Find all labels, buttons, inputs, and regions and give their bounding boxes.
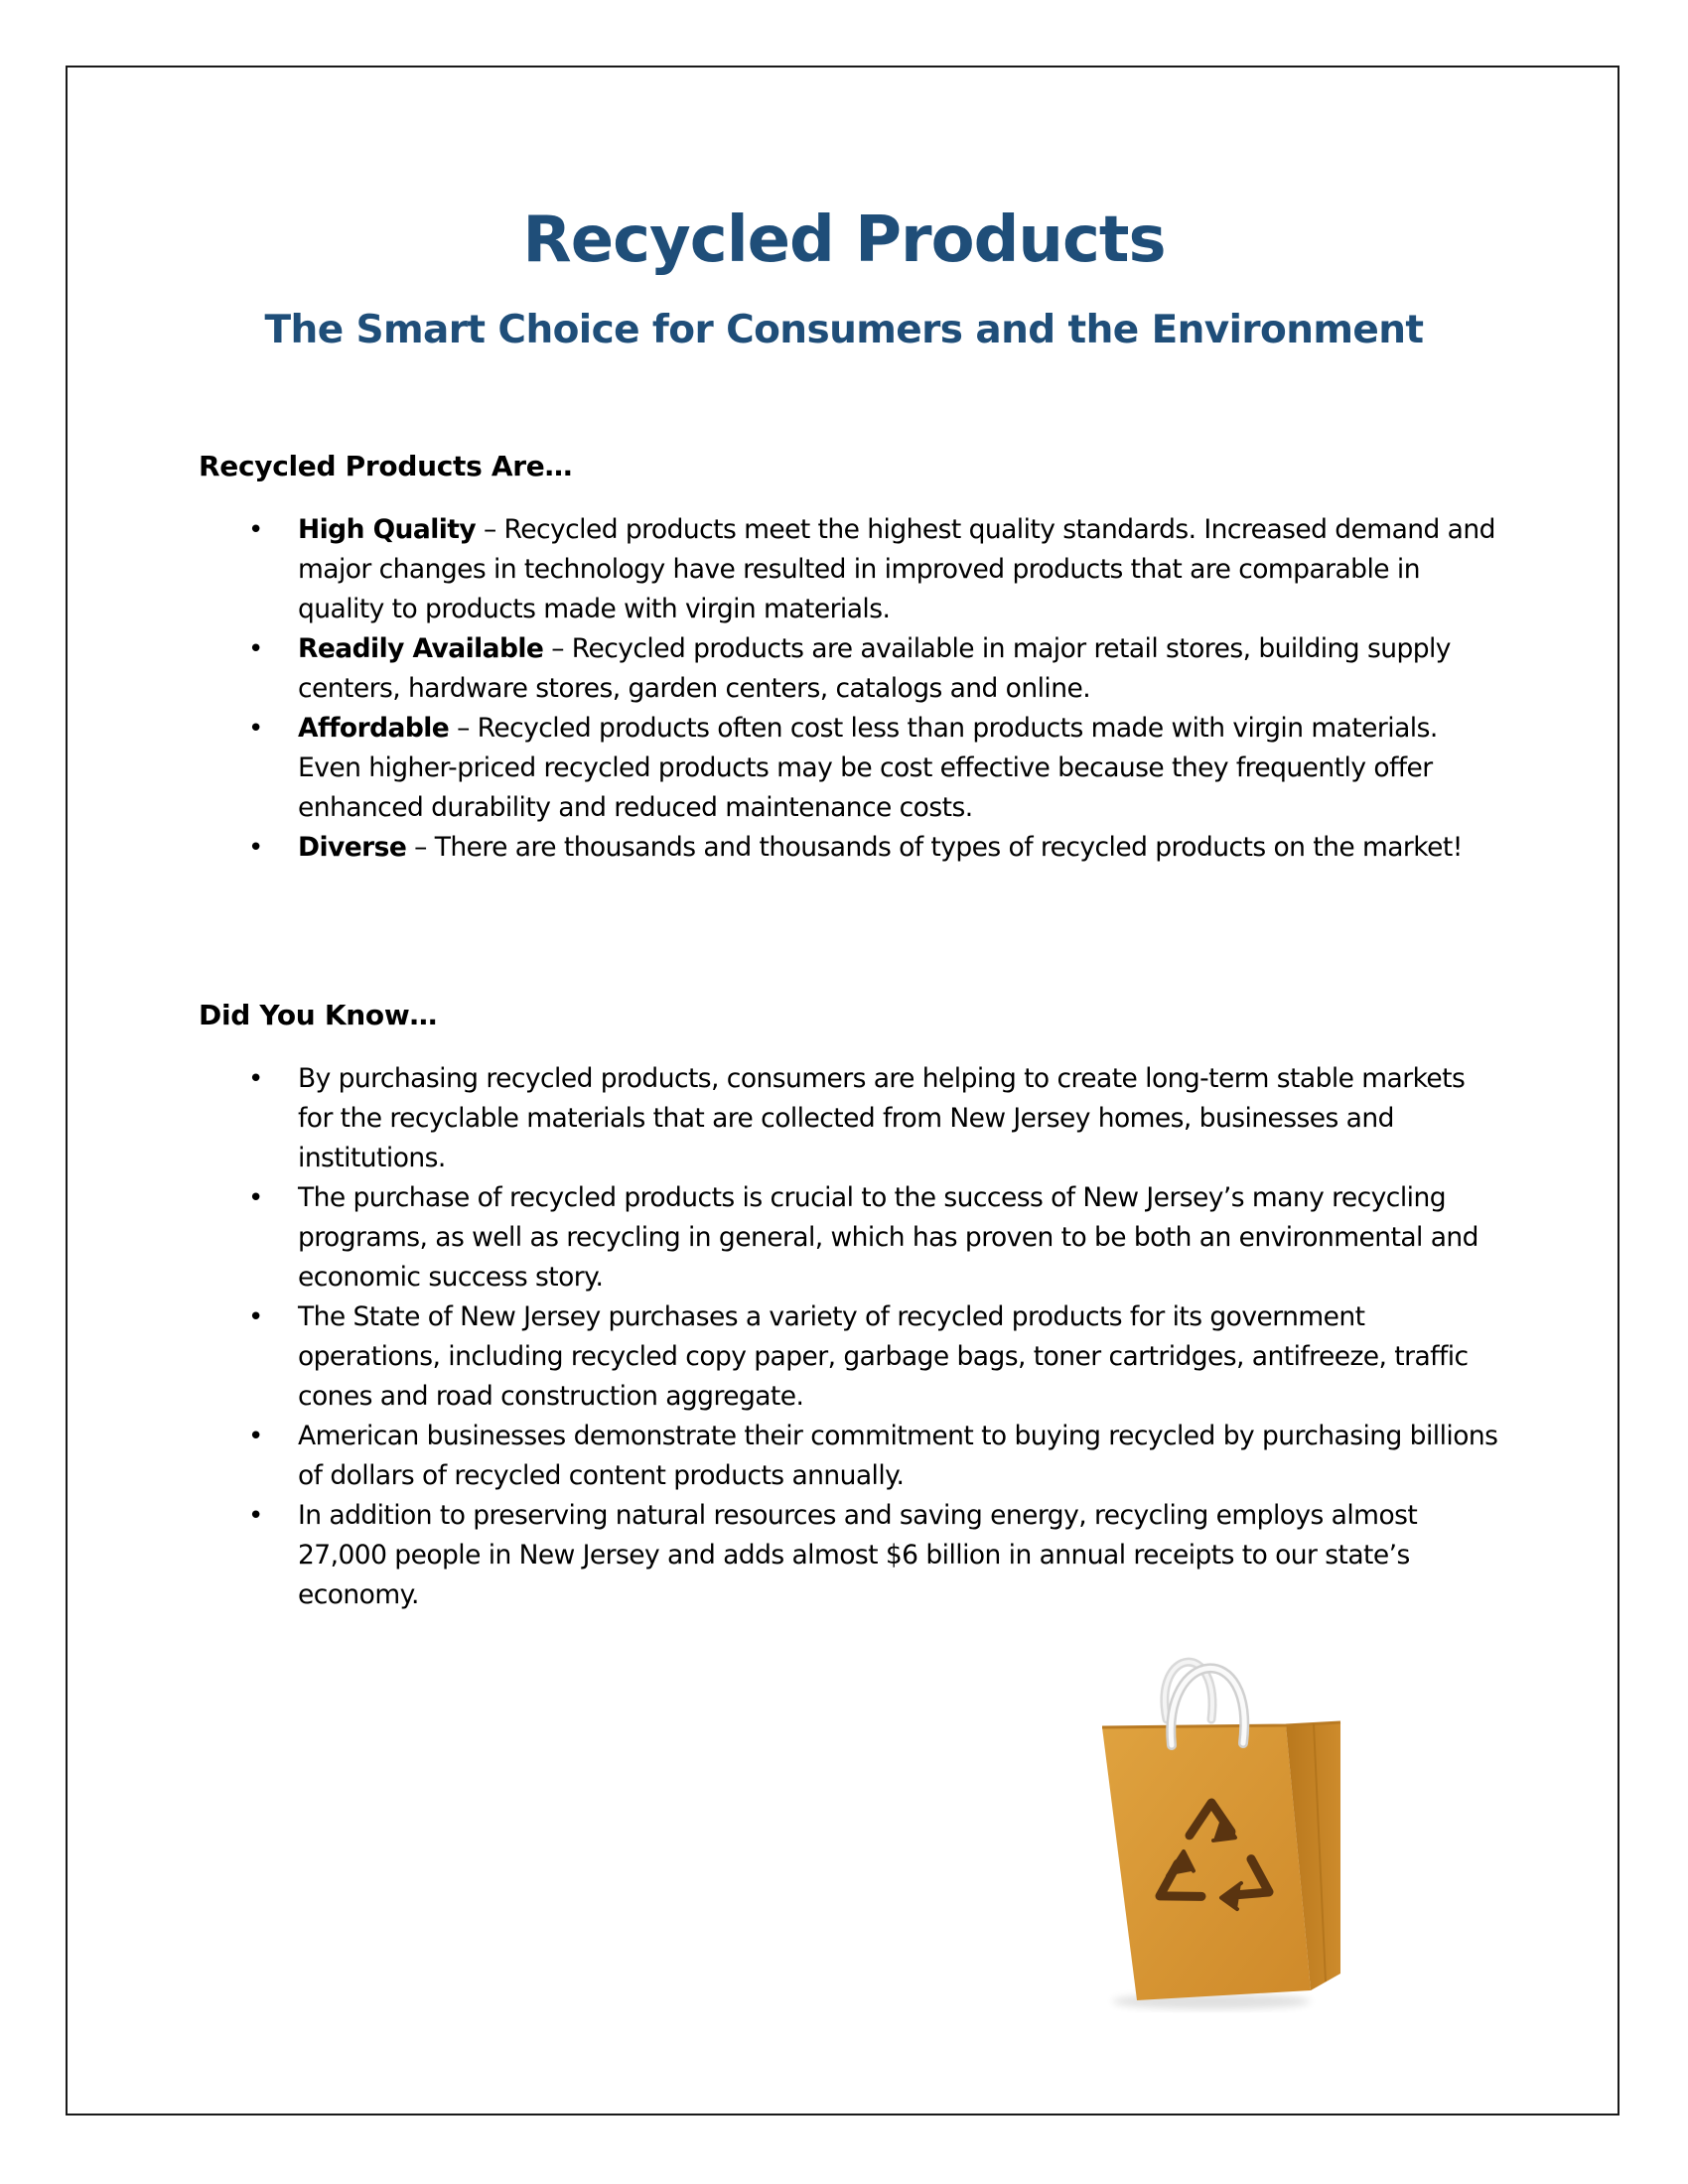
bullet-text: American businesses demonstrate their commitment to buying recycled by purchasing billions of dollars of recycled content products annually. bbox=[298, 1421, 1498, 1491]
bullet-term: Diverse bbox=[298, 832, 407, 863]
bullet-term: High Quality bbox=[298, 514, 477, 545]
did-you-know-list bbox=[248, 1059, 1504, 1615]
bullet-icon: • bbox=[248, 714, 263, 744]
bullet-term: Readily Available bbox=[298, 633, 544, 664]
bullet-icon: • bbox=[248, 833, 263, 863]
bullet-text: In addition to preserving natural resources and saving energy, recycling employs almost 27,000 people in New Jersey and adds almost $6 billion in annual receipts to our state’s economy. bbox=[298, 1500, 1418, 1610]
section-heading-did-you-know: Did You Know… bbox=[199, 999, 438, 1031]
bullet-text: – Recycled products are available in major retail stores, building supply centers, hardware stores, garden centers, catalogs and online. bbox=[298, 633, 1451, 704]
bullet-text: – Recycled products often cost less than products made with virgin materials. Even higher-priced recycled products may be cost effective because they frequently offer enhanced durability and reduced maintenance costs. bbox=[298, 713, 1438, 823]
list-item bbox=[248, 1417, 1504, 1496]
bullet-icon: • bbox=[248, 1501, 263, 1531]
bullet-text: – Recycled products meet the highest quality standards. Increased demand and major changes in technology have resulted in improved products that are comparable in quality to products made with virgin materials. bbox=[298, 514, 1495, 624]
list-item bbox=[248, 1059, 1504, 1178]
bullet-term: Affordable bbox=[298, 713, 450, 744]
page-subtitle: The Smart Choice for Consumers and the Environment bbox=[264, 308, 1424, 352]
recycle-bag-svg bbox=[1072, 1628, 1370, 2025]
bullet-icon: • bbox=[248, 1064, 263, 1094]
bag-front bbox=[1102, 1725, 1311, 2000]
list-item bbox=[248, 828, 1504, 868]
bullet-icon: • bbox=[248, 1302, 263, 1332]
list-item bbox=[248, 709, 1504, 828]
bullet-icon: • bbox=[248, 1183, 263, 1213]
recycled-products-list bbox=[248, 510, 1504, 868]
bullet-text: By purchasing recycled products, consumers are helping to create long-term stable markets for the recyclable materials that are collected from New Jersey homes, businesses and institutions. bbox=[298, 1063, 1466, 1173]
recycle-shopping-bag-icon bbox=[1072, 1628, 1370, 2025]
list-item bbox=[248, 1178, 1504, 1297]
bullet-text: The purchase of recycled products is crucial to the success of New Jersey’s many recycling programs, as well as recycling in general, which has proven to be both an environmental and economic success story. bbox=[298, 1182, 1478, 1293]
list-item bbox=[248, 629, 1504, 709]
bullet-icon: • bbox=[248, 1422, 263, 1451]
bullet-icon: • bbox=[248, 515, 263, 545]
list-item bbox=[248, 1496, 1504, 1615]
bullet-text: The State of New Jersey purchases a variety of recycled products for its government operations, including recycled copy paper, garbage bags, toner cartridges, antifreeze, traffic cones and road construction aggregate. bbox=[298, 1301, 1469, 1412]
bullet-text: – There are thousands and thousands of types of recycled products on the market! bbox=[406, 832, 1463, 863]
list-item bbox=[248, 510, 1504, 629]
page-title: Recycled Products bbox=[522, 204, 1166, 277]
bullet-icon: • bbox=[248, 634, 263, 664]
list-item bbox=[248, 1297, 1504, 1417]
section-heading-recycled-products-are: Recycled Products Are… bbox=[199, 450, 573, 482]
